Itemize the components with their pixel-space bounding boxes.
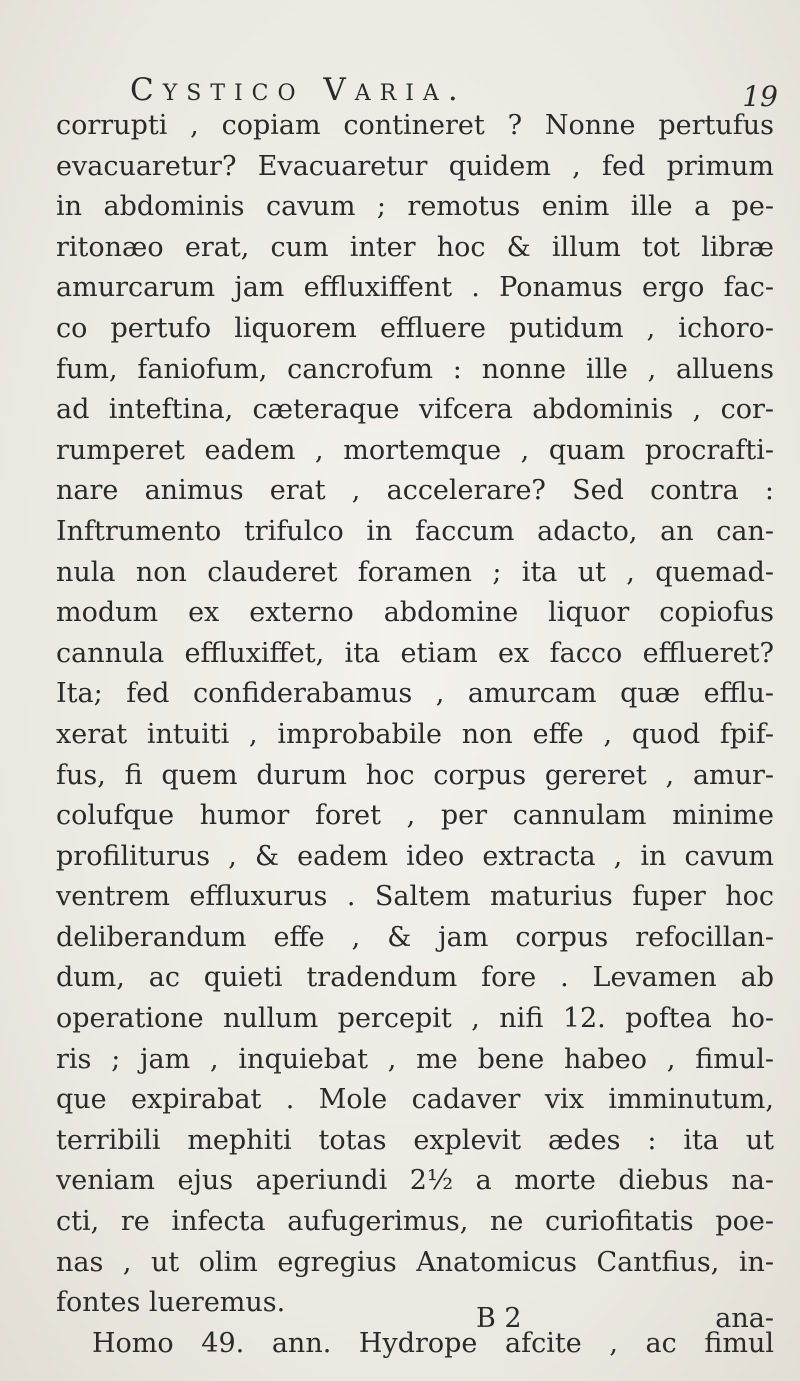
text-line: amurcarum jam effluxiffent . Ponamus ergo fac- [56, 272, 774, 304]
text-line: ad inteftina, cæteraque vifcera abdominis , cor- [56, 394, 774, 426]
text-line: Inftrumento trifulco in faccum adacto, an can- [56, 515, 774, 547]
text-line: deliberandum effe , & jam corpus refocillan- [56, 921, 774, 953]
text-line: ventrem effluxurus . Saltem maturius fuper hoc [56, 881, 774, 913]
text-line: fum, faniofum, cancrofum : nonne ille , alluens [56, 353, 774, 385]
text-line: in abdominis cavum ; remotus enim ille a pe- [56, 191, 774, 223]
catchword: ana- [715, 1303, 774, 1334]
text-line: co pertufo liquorem effluere putidum , ichoro- [56, 312, 774, 344]
text-line: nas , ut olim egregius Anatomicus Cantfius, in- [56, 1246, 774, 1278]
text-line: operatione nullum percepit , nifi 12. poftea ho- [56, 1003, 774, 1035]
text-line: nare animus erat , accelerare? Sed contra : [56, 475, 774, 507]
running-title: Cystico Varia. [130, 72, 467, 108]
text-line: Homo 49. ann. Hydrope afcite , ac fimul [92, 1327, 774, 1359]
text-line: corrupti , copiam contineret ? Nonne pertufus [56, 110, 774, 141]
text-line: veniam ejus aperiundi 2½ a morte diebus na- [56, 1165, 774, 1197]
text-line: cannula effluxiffet, ita etiam ex facco efflueret? [56, 637, 774, 669]
text-line: evacuaretur? Evacuaretur quidem , fed primum [56, 150, 774, 182]
text-line: que expirabat . Mole cadaver vix imminutum, [56, 1084, 774, 1116]
text-line: xerat intuiti , improbabile non effe , quod fpif- [56, 718, 774, 750]
text-line: dum, ac quieti tradendum fore . Levamen ab [56, 962, 774, 994]
text-line: fus, fi quem durum hoc corpus gereret , amur- [56, 759, 774, 791]
text-line: Ita; fed confiderabamus , amurcam quæ efflu- [56, 678, 774, 710]
text-line: cti, re infecta aufugerimus, ne curiofitatis poe- [56, 1206, 774, 1238]
text-line: ris ; jam , inquiebat , me bene habeo , fimul- [56, 1043, 774, 1075]
page-footer [56, 1303, 774, 1343]
text-line: modum ex externo abdomine liquor copiofus [56, 597, 774, 629]
signature-mark: B 2 [476, 1303, 522, 1334]
page-number: 19 [742, 80, 778, 113]
text-line: terribili mephiti totas explevit ædes : ita ut [56, 1124, 774, 1156]
text-line: nula non clauderet foramen ; ita ut , quemad- [56, 556, 774, 588]
text-line: profiliturus , & eadem ideo extracta , in cavum [56, 840, 774, 872]
text-line: rumperet eadem , mortemque , quam procrafti- [56, 434, 774, 466]
text-line: colufque humor foret , per cannulam minime [56, 800, 774, 832]
text-line: fontes lueremus. [56, 1287, 286, 1319]
body-text [56, 106, 774, 1364]
text-line: ritonæo erat, cum inter hoc & illum tot libræ [56, 231, 774, 263]
